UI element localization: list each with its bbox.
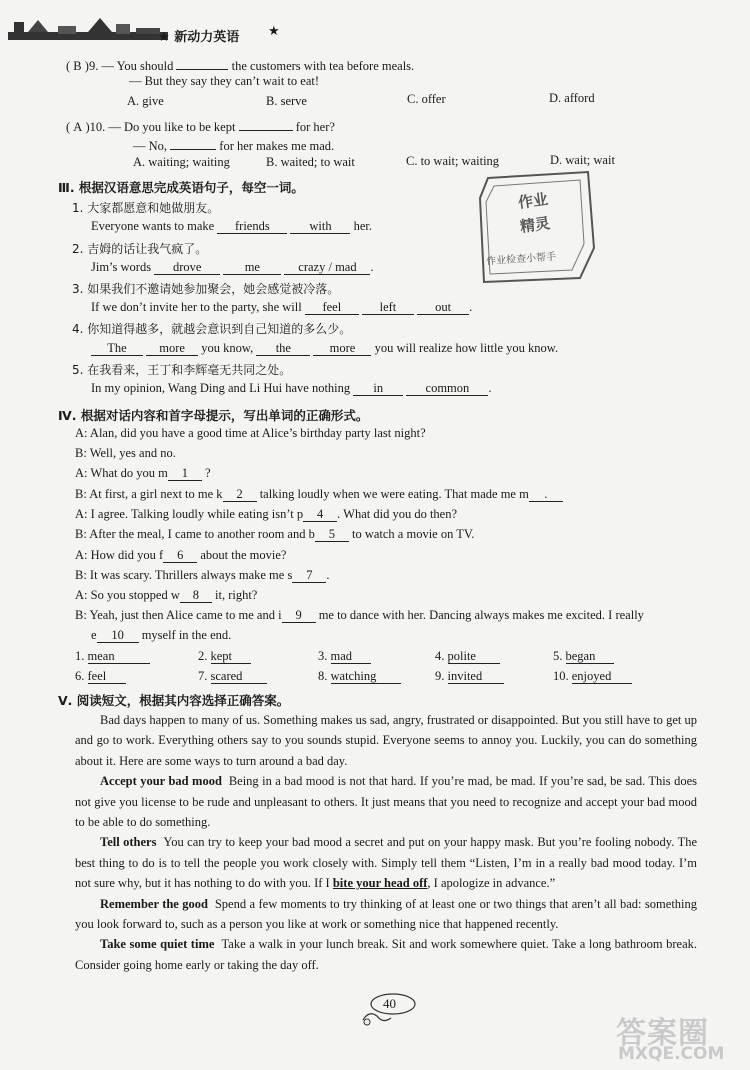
answer-mark: B	[73, 59, 82, 73]
item-1-cn: 1. 大家都愿意和她做朋友。	[72, 201, 220, 215]
heading-quiet: Take some quiet time	[100, 937, 215, 952]
option-d: D. wait; wait	[550, 153, 615, 167]
star-icon: ★	[158, 30, 170, 45]
header-title: ★ 新动力英语	[158, 30, 240, 45]
stamp-text-3: 作业检查小帮手	[485, 251, 557, 268]
question-9: ( B )9. — You should the customers with tea before meals.	[66, 55, 414, 74]
question-10-line2: — No, for her makes me mad.	[133, 135, 334, 154]
option-b: B. serve	[266, 94, 307, 108]
paragraph-1: Bad days happen to many of us. Something makes us sad, angry, frustrated or disappointed. But you still have to get up and go to work. Everything others say to you sounds stupid. Everyone seems to annoy you. Luckily, you can do something about it. Here are some ways to turn around a bad day.	[75, 713, 697, 768]
answer-mark: A	[73, 120, 83, 134]
paragraph-5: Take some quiet time Take a walk in your lunch break. Sit and work somewhere quiet. Take a long bathroom break. Consider going home early or taking the day off.	[75, 937, 697, 972]
stamp-text-2: 精灵	[518, 213, 552, 236]
answer-5: 5. began	[553, 649, 614, 664]
dialog-line: B: After the meal, I came to another room and b 5 to watch a movie on TV.	[75, 527, 475, 541]
dialog-line: A: Alan, did you have a good time at Alice’s birthday party last night?	[75, 426, 426, 440]
dialog-line: A: So you stopped w 8 it, right?	[75, 588, 258, 602]
option-c: C. offer	[407, 92, 446, 106]
star-icon: ★	[268, 24, 280, 39]
item-4-cn: 4. 你知道得越多，就越会意识到自己知道的多么少。	[72, 322, 352, 336]
option-a: A. waiting; waiting	[133, 155, 230, 169]
answer-2: 2. kept	[198, 649, 251, 664]
question-9-line2: — But they say they can’t wait to eat!	[129, 74, 319, 88]
question-10: ( A )10. — Do you like to be kept for her?	[66, 116, 335, 135]
answer-3: 3. mad	[318, 649, 371, 664]
item-4-en: The more you know, the more you will realize how little you know.	[91, 341, 558, 356]
answer-10: 10. enjoyed	[553, 669, 632, 684]
dialog-line: B: It was scary. Thrillers always make me s 7 .	[75, 568, 330, 582]
paragraph-4: Remember the good Spend a few moments to try thinking of at least one or two things that aren’t all bad: something you look forward to, such as a person you like at work or something nice that happened recently.	[75, 896, 698, 932]
heading-remember: Remember the good	[100, 896, 208, 911]
watermark-url: MXQE.COM	[618, 1044, 725, 1064]
heading-tell: Tell others	[100, 835, 157, 850]
option-c: C. to wait; waiting	[406, 154, 500, 168]
answer-1: 1. mean	[75, 649, 150, 664]
answer-9: 9. invited	[435, 669, 504, 684]
dialog-line: A: How did you f 6 about the movie?	[75, 548, 287, 562]
item-3-cn: 3. 如果我们不邀请她参加聚会，她会感觉被冷落。	[72, 282, 340, 296]
option-b: B. waited; to wait	[266, 155, 355, 169]
section-3-title: Ⅲ. 根据汉语意思完成英语句子，每空一词。	[58, 180, 304, 195]
dialog-line: A: What do you m 1 ?	[75, 466, 211, 480]
answer-7: 7. scared	[198, 669, 267, 684]
answer-6: 6. feel	[75, 669, 126, 684]
section-5-title: Ⅴ. 阅读短文，根据其内容选择正确答案。	[58, 693, 290, 708]
option-d: D. afford	[549, 91, 595, 105]
option-a: A. give	[127, 94, 164, 108]
underlined-phrase: bite your head off	[332, 876, 428, 891]
dialog-line: B: At first, a girl next to me k 2 talking loudly when we were eating. That made me m .	[75, 487, 563, 502]
item-5-en: In my opinion, Wang Ding and Li Hui have nothing in common .	[91, 381, 492, 395]
paragraph-3: Tell others You can try to keep your bad mood a secret and put on your happy mask. But you’re fooling nobody. The best thing to do is to tell the people you work closely with. Simply tell them “Listen, I’m in a really bad mood today. I’m not sure why, but it has nothing to do with you. If I bite your head off, I apologize in advance.”	[75, 835, 698, 891]
dialog-line: A: I agree. Talking loudly while eating isn’t p 4 . What did you do then?	[75, 507, 458, 521]
page-number: 40	[383, 996, 396, 1011]
dialog-line: B: Well, yes and no.	[75, 446, 176, 460]
watermark-logo: 答案圈	[616, 1016, 709, 1051]
section-4-title: Ⅳ. 根据对话内容和首字母提示，写出单词的正确形式。	[58, 408, 369, 423]
item-2-cn: 2. 吉姆的话让我气疯了。	[72, 242, 208, 256]
header-decoration	[8, 18, 168, 46]
reading-passage	[75, 710, 697, 975]
item-2-en: Jim’s words drove me crazy / mad .	[91, 260, 374, 274]
answer-4: 4. polite	[435, 649, 500, 664]
item-3-en: If we don’t invite her to the party, she will feel left out .	[91, 300, 473, 314]
item-5-cn: 5. 在我看来，王丁和李辉毫无共同之处。	[72, 363, 292, 377]
paragraph-2: Accept your bad mood Being in a bad mood is not that hard. If you’re mad, be mad. If you’re sad, be sad. This does not give you license to be rude and unpleasant to others. It just means that you need to recognize and accept your bad mood to be able to do something.	[75, 774, 697, 830]
dialog-line: B: Yeah, just then Alice came to me and i 9 me to dance with her. Dancing always makes me excited. I really	[75, 608, 644, 622]
heading-accept: Accept your bad mood	[100, 774, 222, 789]
dialog-line: e 10 myself in the end.	[91, 628, 232, 642]
stamp-text-1: 作业	[516, 189, 550, 212]
answer-8: 8. watching	[318, 669, 401, 684]
item-1-en: Everyone wants to make friends with her.	[91, 219, 373, 233]
